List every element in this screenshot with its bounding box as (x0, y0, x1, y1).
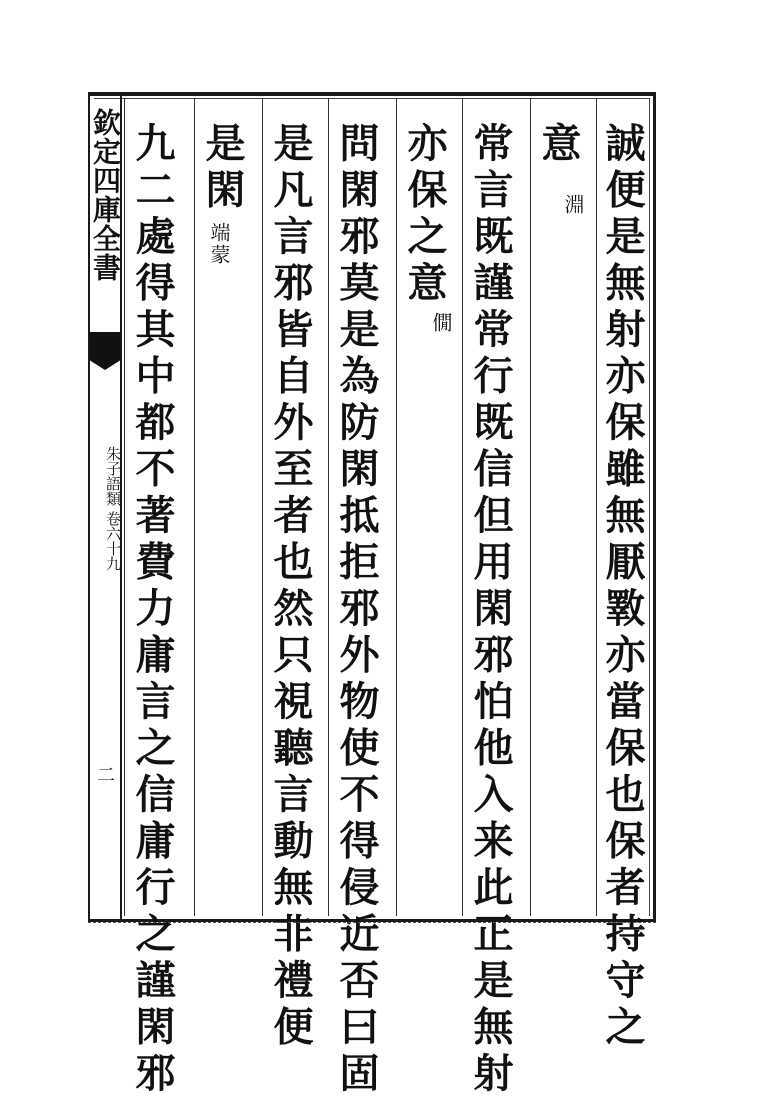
text-column-6: 是凡言邪皆自外至者也然只視聽言動無非禮便 (267, 122, 314, 1052)
column-rule (328, 98, 329, 916)
column-rule (530, 98, 531, 916)
text-column-4: 亦保之意 (401, 122, 448, 308)
book-title (92, 446, 120, 571)
text-column-5: 問閑邪莫是為防閑抵拒邪外物使不得侵近否曰固 (333, 122, 380, 1099)
text-column-3: 常言既謹常行既信但用閑邪怕他入来此正是無射 (467, 122, 514, 1099)
page-number: 二 (94, 765, 115, 783)
bottom-rule (88, 922, 656, 929)
text-column-1: 誠便是無射亦保雖無厭斁亦當保也保者持守之 (599, 122, 646, 1052)
column-rule (462, 98, 463, 916)
collection-title: 欽定四庫全書 (89, 108, 122, 282)
column-rule (262, 98, 263, 916)
text-column-7: 是閑 (199, 122, 246, 215)
column-rule (124, 98, 125, 916)
text-column-8: 九二處得其中都不著費力庸言之信庸行之謹閑邪 (129, 122, 176, 1099)
book-title-line2: 卷六十九 (104, 510, 122, 571)
column-rule (194, 98, 195, 916)
annotation-column-2: 淵 (561, 194, 585, 216)
book-title-line1: 朱子語類 (104, 446, 122, 506)
text-column-2: 意 (535, 122, 582, 169)
column-rule (396, 98, 397, 916)
annotation-column-4: 僩 (429, 312, 453, 334)
column-rule (596, 98, 597, 916)
annotation-column-7: 端蒙 (207, 222, 231, 266)
